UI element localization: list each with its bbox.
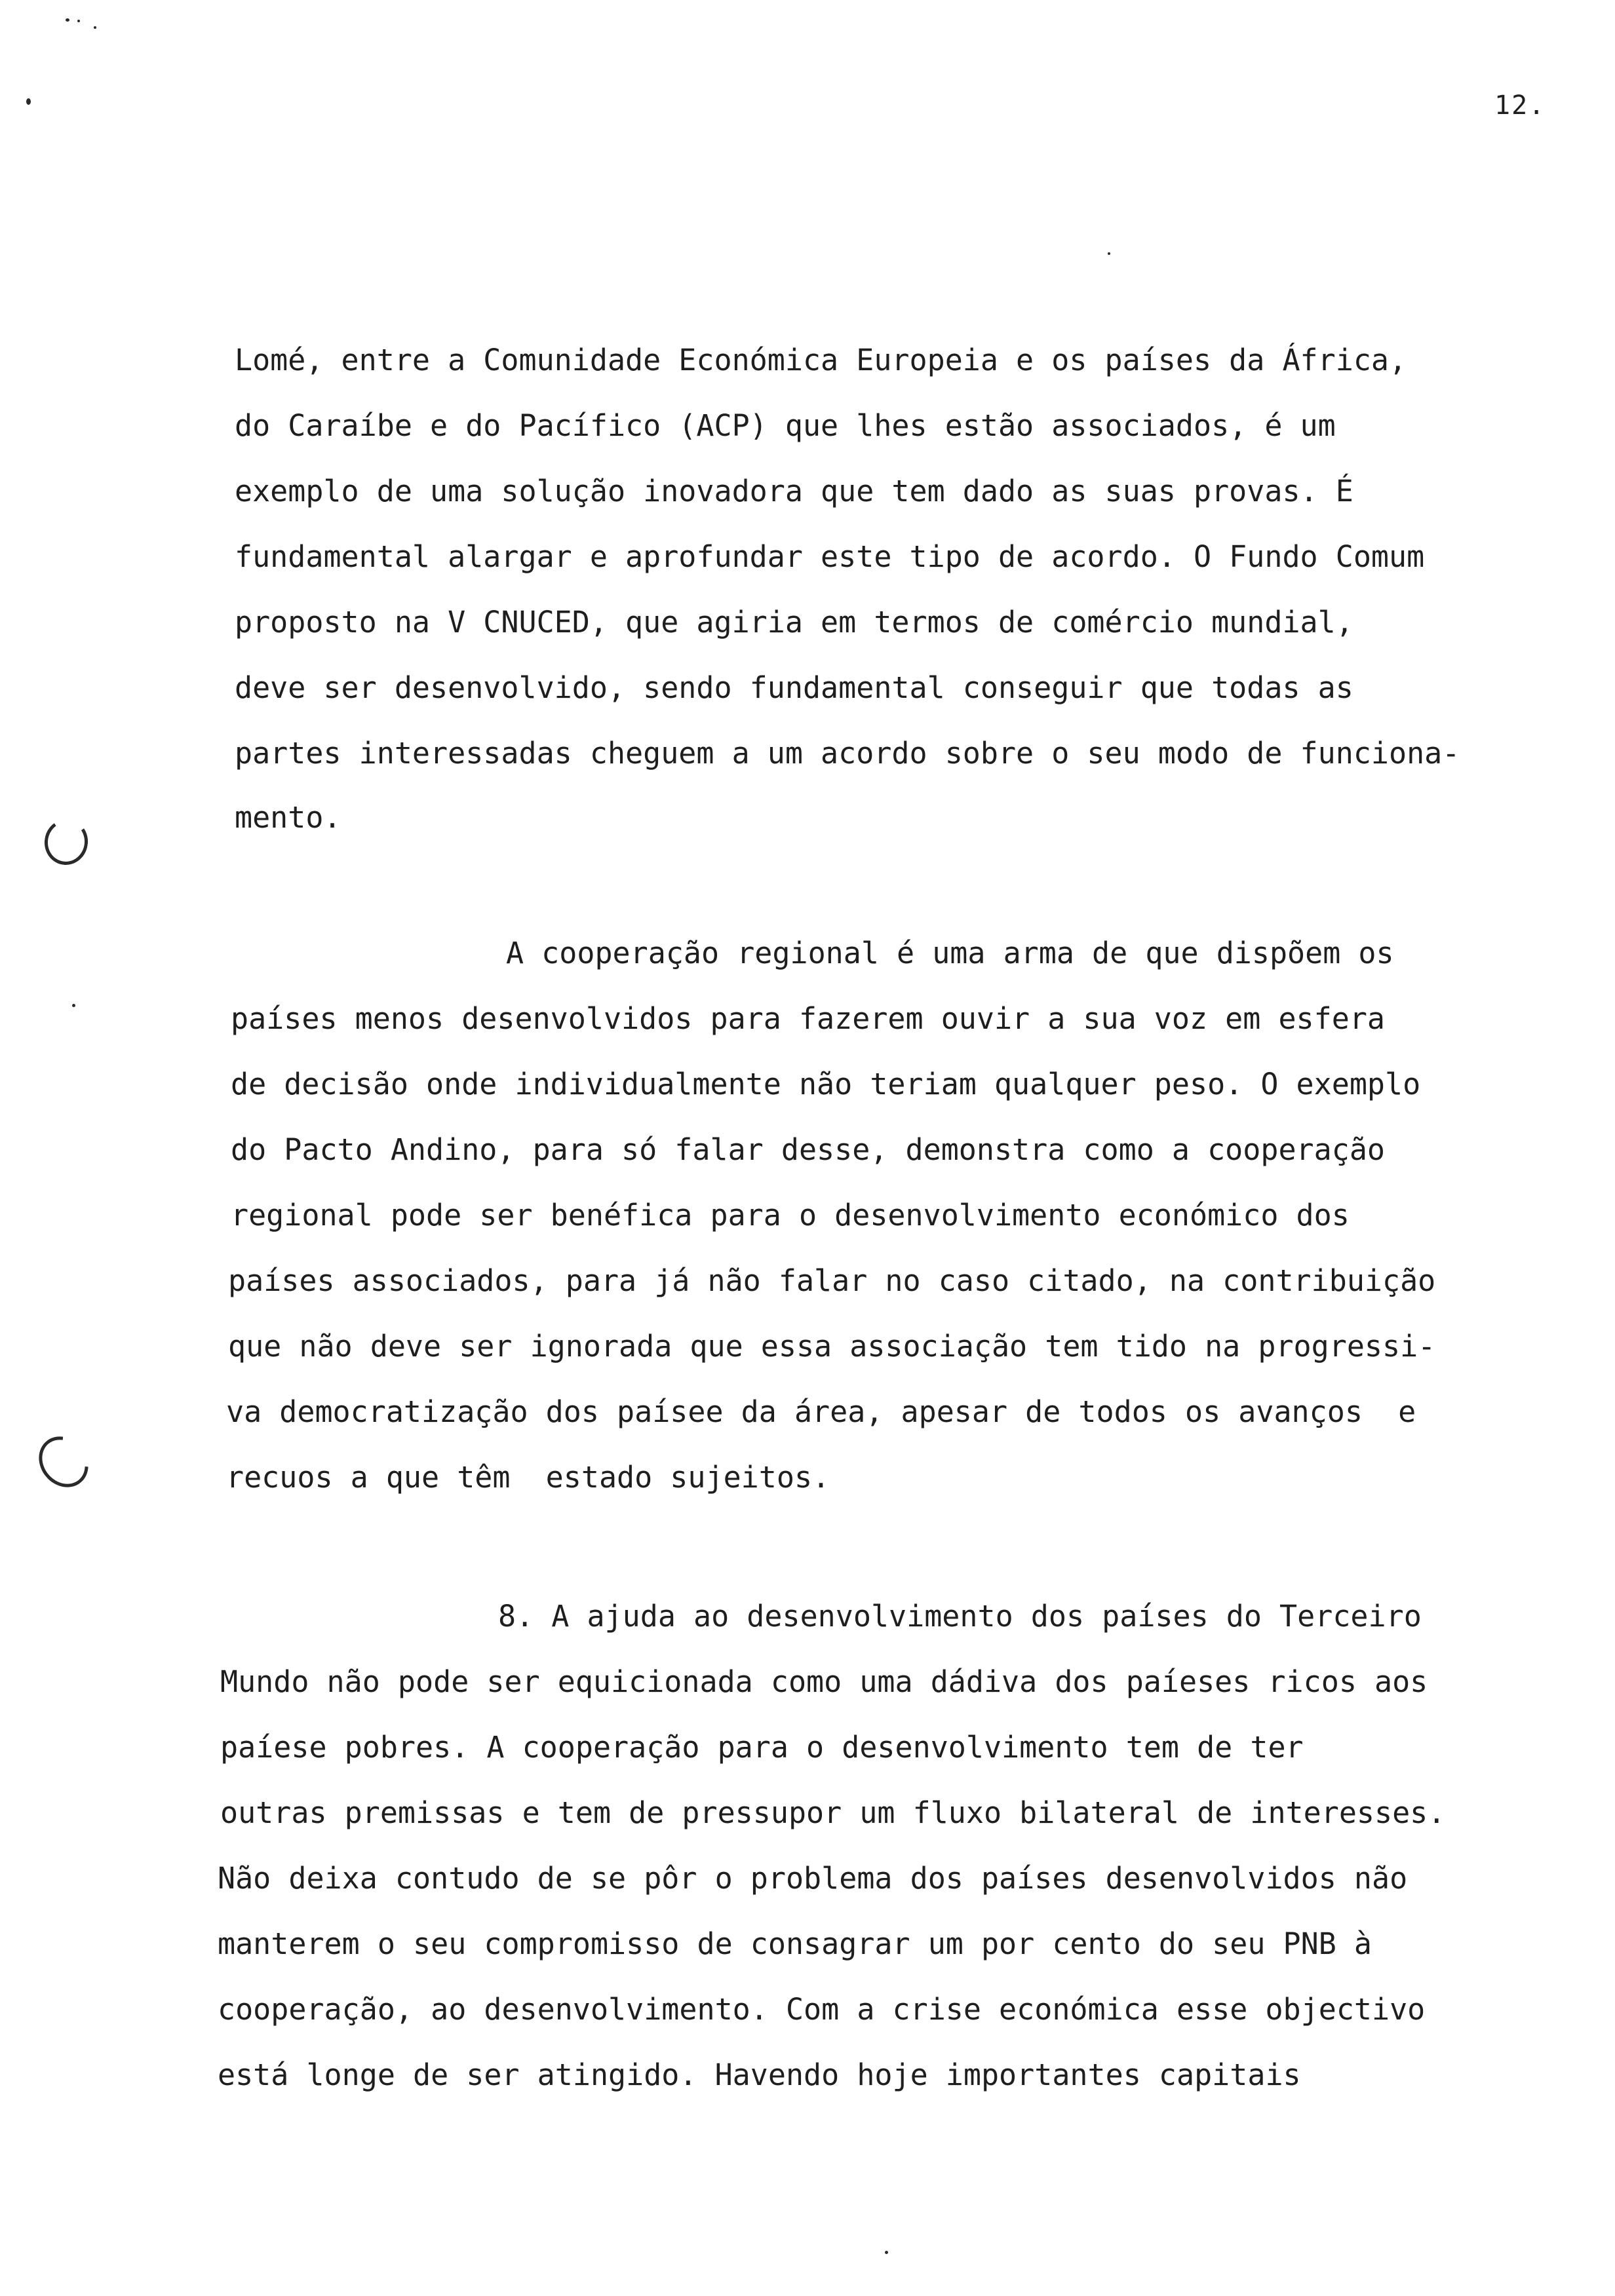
text-line: outras premissas e tem de pressupor um fluxo bilateral de interesses.: [220, 1795, 1446, 1830]
text-line: manterem o seu compromisso de consagrar um por cento do seu PNB à: [218, 1926, 1372, 1961]
text-line: que não deve ser ignorada que essa associação tem tido na progressi-: [228, 1329, 1436, 1364]
text-line: Lomé, entre a Comunidade Económica Europeia e os países da África,: [235, 343, 1407, 377]
text-line: 8. A ajuda ao desenvolvimento dos países do Terceiro: [498, 1599, 1422, 1634]
text-line: A cooperação regional é uma arma de que dispõem os: [506, 936, 1394, 970]
text-line: do Pacto Andino, para só falar desse, demonstra como a cooperação: [231, 1132, 1385, 1167]
text-line: exemplo de uma solução inovadora que tem dado as suas provas. É: [235, 474, 1353, 508]
text-line: recuos a que têm estado sujeitos.: [226, 1460, 830, 1495]
text-line: va democratização dos paísee da área, apesar de todos os avanços e: [226, 1394, 1416, 1429]
scan-mark: [29, 1426, 98, 1497]
scan-speck: [66, 18, 69, 22]
page-number: 12.: [1494, 90, 1546, 121]
scan-speck: [1108, 252, 1110, 255]
text-line: fundamental alargar e aprofundar este tipo de acordo. O Fundo Comum: [235, 539, 1425, 574]
text-line: Mundo não pode ser equicionada como uma dádiva dos paíeses ricos aos: [220, 1664, 1428, 1699]
text-line: de decisão onde individualmente não teriam qualquer peso. O exemplo: [231, 1067, 1421, 1101]
text-line: partes interessadas cheguem a um acordo sobre o seu modo de funciona-: [235, 736, 1460, 771]
text-line: deve ser desenvolvido, sendo fundamental conseguir que todas as: [235, 670, 1353, 705]
text-line: mento.: [235, 800, 341, 835]
scan-speck: [77, 20, 80, 22]
text-line: países associados, para já não falar no caso citado, na contribuição: [228, 1263, 1436, 1298]
text-line: países menos desenvolvidos para fazerem ouvir a sua voz em esfera: [231, 1001, 1385, 1036]
scan-speck: [94, 26, 96, 29]
scan-mark: [41, 816, 91, 868]
scan-speck: [26, 98, 31, 105]
scan-speck: [885, 2251, 888, 2254]
text-line: paíese pobres. A cooperação para o desenvolvimento tem de ter: [220, 1730, 1304, 1765]
text-line: Não deixa contudo de se pôr o problema dos países desenvolvidos não: [218, 1861, 1408, 1896]
text-line: cooperação, ao desenvolvimento. Com a crise económica esse objectivo: [218, 1992, 1426, 2027]
scan-speck: [72, 1004, 75, 1007]
text-line: está longe de ser atingido. Havendo hoje importantes capitais: [218, 2057, 1301, 2092]
text-line: do Caraíbe e do Pacífico (ACP) que lhes estão associados, é um: [235, 408, 1336, 443]
text-line: regional pode ser benéfica para o desenvolvimento económico dos: [231, 1198, 1350, 1233]
text-line: proposto na V CNUCED, que agiria em termos de comércio mundial,: [235, 605, 1353, 640]
